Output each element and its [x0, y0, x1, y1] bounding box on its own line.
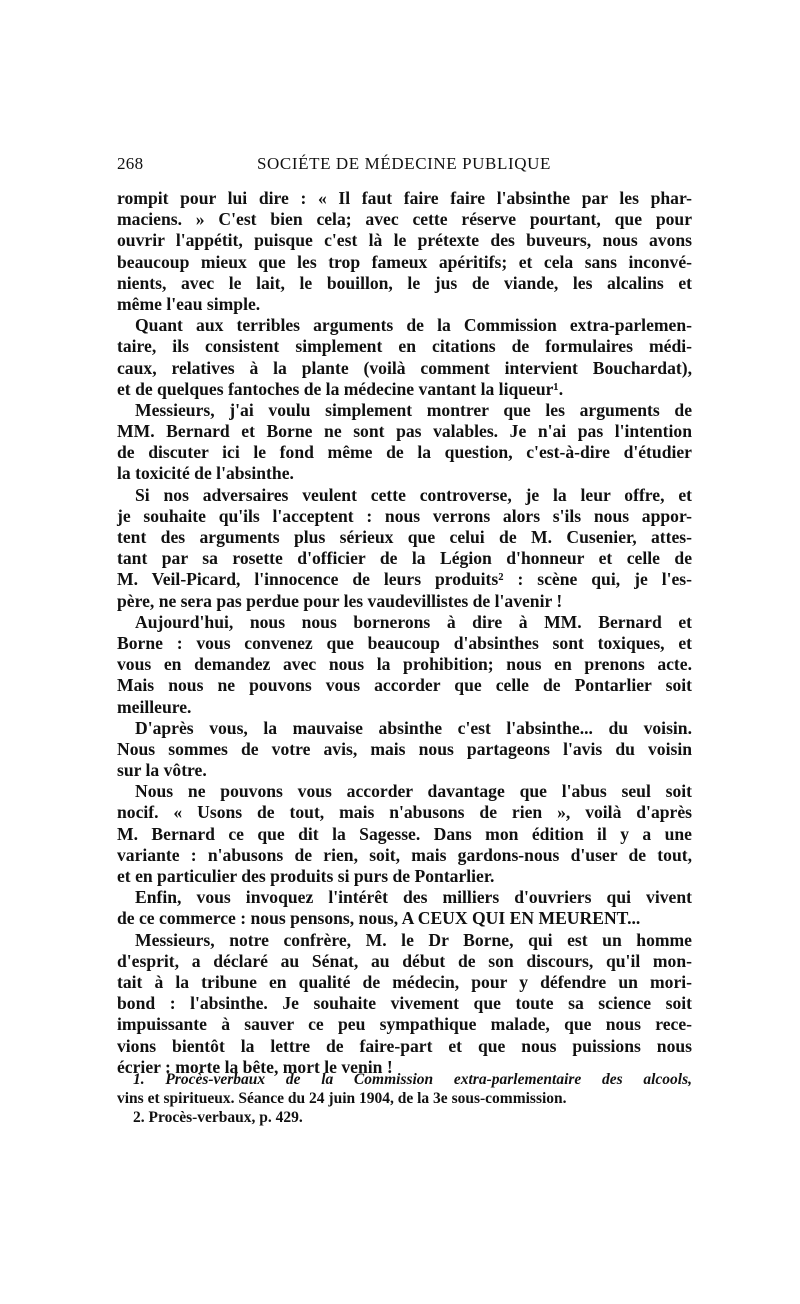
text-line: la toxicité de l'absinthe. — [117, 463, 294, 484]
text-line: et de quelques fantoches de la médecine vantant la liqueur¹. — [117, 378, 564, 399]
text-line: nocif. « Usons de tout, mais n'abusons de rien », voilà d'après — [117, 802, 692, 823]
text-line: Nous sommes de votre avis, mais nous partageons l'avis du voisin — [117, 738, 692, 759]
page-number: 268 — [117, 154, 144, 173]
text-line: même l'eau simple. — [117, 293, 261, 314]
text-line: tant par sa rosette d'officier de la Légion d'honneur et celle de — [117, 548, 692, 569]
text-line: père, ne sera pas perdue pour les vaudevillistes de l'avenir ! — [117, 590, 563, 611]
text-line: ouvrir l'appétit, puisque c'est là le prétexte des buveurs, nous avons — [117, 230, 692, 251]
text-line: et en particulier des produits si purs de Pontarlier. — [117, 866, 495, 886]
text-line: Si nos adversaires veulent cette controverse, je la leur offre, et — [135, 484, 692, 505]
text-line: Mais nous ne pouvons vous accorder que celle de Pontarlier soit — [117, 675, 692, 696]
page-header — [117, 154, 692, 178]
text-line: M. Bernard ce que dit la Sagesse. Dans mon édition il y a une — [117, 823, 692, 844]
text-line: nients, avec le lait, le bouillon, le jus de viande, les alcalins et — [117, 272, 692, 293]
text-line: tent des arguments plus sérieux que celui de M. Cusenier, attes- — [117, 527, 692, 547]
text-line: taire, ils consistent simplement en citations de formulaires médi- — [117, 336, 692, 357]
text-line: d'esprit, a déclaré au Sénat, au début de son discours, qu'il mon- — [117, 950, 692, 971]
text-line: M. Veil-Picard, l'innocence de leurs produits² : scène qui, je l'es- — [117, 569, 692, 590]
text-line: rompit pour lui dire : « Il faut faire faire l'absinthe par les phar- — [117, 188, 692, 208]
text-line: impuissante à sauver ce peu sympathique malade, que nous rece- — [117, 1014, 692, 1035]
text-line: Enfin, vous invoquez l'intérêt des milliers d'ouvriers qui vivent — [135, 887, 692, 908]
text-line: vions bientôt la lettre de faire-part et que nous puissions nous — [117, 1035, 692, 1056]
text-line: Aujourd'hui, nous nous bornerons à dire à MM. Bernard et — [135, 611, 692, 632]
text-line: de discuter ici le fond même de la question, c'est-à-dire d'étudier — [117, 442, 692, 463]
text-line: sur la vôtre. — [117, 760, 207, 781]
text-line: Quant aux terribles arguments de la Commission extra-parlemen- — [135, 315, 692, 336]
text-line: caux, relatives à la plante (voilà comment intervient Bouchardat), — [117, 357, 692, 378]
running-title: SOCIÉTE DE MÉDECINE PUBLIQUE — [257, 154, 551, 173]
body-text — [117, 188, 692, 1078]
text-line: variante : n'abusons de rien, soit, mais gardons-nous d'user de tout, — [117, 844, 692, 865]
text-line: beaucoup mieux que les trop fameux apéritifs; et cela sans inconvé- — [117, 251, 692, 272]
text-line: D'après vous, la mauvaise absinthe c'est l'absinthe... du voisin. — [135, 717, 692, 738]
footnote-line: 2. Procès-verbaux, p. 429. — [133, 1109, 303, 1126]
text-line: meilleure. — [117, 696, 192, 717]
text-line: MM. Bernard et Borne ne sont pas valables. Je n'ai pas l'intention — [117, 421, 692, 442]
text-line: de ce commerce : nous pensons, nous, A CEUX QUI EN MEURENT... — [117, 908, 641, 929]
footnote-line: 1. Procès-verbaux de la Commission extra-parlementaire des alcools, — [133, 1071, 692, 1088]
text-line: écrier : morte la bête, mort le venin ! — [117, 1056, 393, 1077]
footnote-line: vins et spiritueux. Séance du 24 juin 1904, de la 3e sous-commission. — [117, 1090, 567, 1107]
text-line: je souhaite qu'ils l'acceptent : nous verrons alors s'ils nous appor- — [117, 505, 692, 526]
text-line: bond : l'absinthe. Je souhaite vivement que toute sa science soit — [117, 993, 692, 1014]
text-line: Messieurs, j'ai voulu simplement montrer que les arguments de — [135, 399, 692, 420]
text-line: tait à la tribune en qualité de médecin, pour y défendre un mori- — [117, 971, 692, 992]
text-line: vous en demandez avec nous la prohibition; nous en prenons acte. — [117, 654, 692, 675]
footnotes — [117, 1070, 692, 1127]
text-line: Messieurs, notre confrère, M. le Dr Borne, qui est un homme — [135, 929, 692, 950]
text-line: Borne : vous convenez que beaucoup d'absinthes sont toxiques, et — [117, 632, 692, 653]
text-line: Nous ne pouvons vous accorder davantage que l'abus seul soit — [135, 781, 692, 802]
text-line: maciens. » C'est bien cela; avec cette réserve pourtant, que pour — [117, 209, 692, 230]
